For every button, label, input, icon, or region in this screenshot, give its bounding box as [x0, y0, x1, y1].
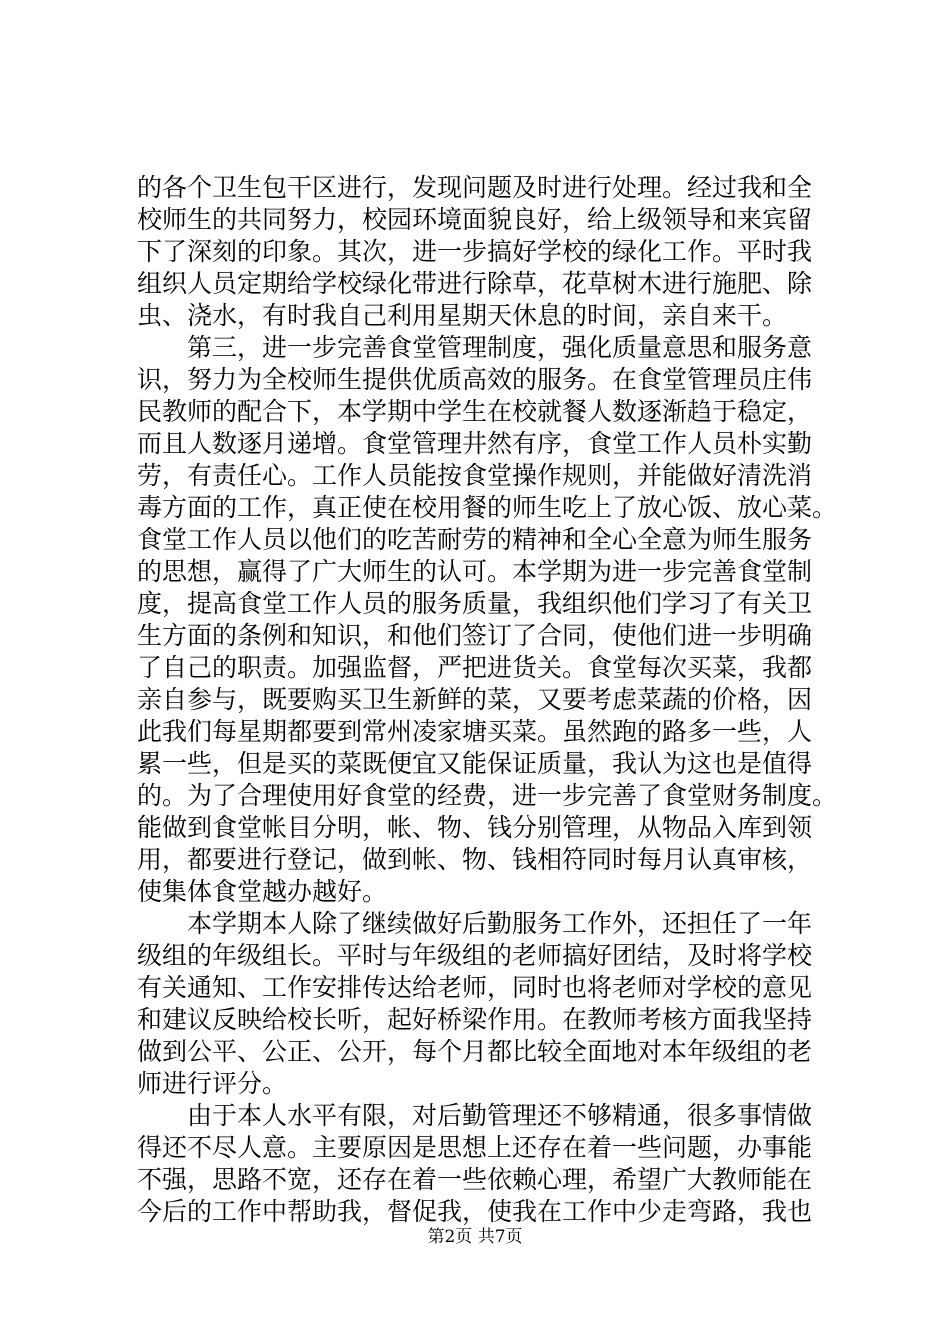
- text-line: 累一些，但是买的菜既便宜又能保证质量，我认为这也是值得: [137, 749, 813, 778]
- text-line: 今后的工作中帮助我，督促我，使我在工作中少走弯路，我也: [137, 1197, 813, 1226]
- text-line: 了自己的职责。加强监督，严把进货关。食堂每次买菜，我都: [137, 653, 813, 682]
- page-number-label: 第2页 共7页: [427, 1227, 523, 1247]
- text-line: 校师生的共同努力，校园环境面貌良好，给上级领导和来宾留: [137, 205, 813, 234]
- text-line: 此我们每星期都要到常州凌家塘买菜。虽然跑的路多一些，人: [137, 717, 813, 746]
- text-line: 能做到食堂帐目分明，帐、物、钱分别管理，从物品入库到领: [137, 813, 813, 842]
- text-line: 的思想，赢得了广大师生的认可。本学期为进一步完善食堂制: [137, 557, 813, 586]
- text-line: 级组的年级组长。平时与年级组的老师搞好团结，及时将学校: [137, 941, 813, 970]
- text-line: 有关通知、工作安排传达给老师，同时也将老师对学校的意见: [137, 973, 813, 1002]
- text-line: 民教师的配合下，本学期中学生在校就餐人数逐渐趋于稳定，: [137, 397, 813, 426]
- text-line: 度，提高食堂工作人员的服务质量，我组织他们学习了有关卫: [137, 589, 813, 618]
- text-line: 识，努力为全校师生提供优质高效的服务。在食堂管理员庄伟: [137, 365, 813, 394]
- text-line: 劳，有责任心。工作人员能按食堂操作规则，并能做好清洗消: [137, 461, 813, 490]
- text-line: 虫、浇水，有时我自己利用星期天休息的时间，亲自来干。: [137, 301, 788, 330]
- text-line: 做到公平、公正、公开，每个月都比较全面地对本年级组的老: [137, 1037, 813, 1066]
- text-line: 组织人员定期给学校绿化带进行除草，花草树木进行施肥、除: [137, 269, 813, 298]
- text-line: 用，都要进行登记，做到帐、物、钱相符同时每月认真审核，: [137, 845, 813, 874]
- text-line: 毒方面的工作，真正使在校用餐的师生吃上了放心饭、放心菜。: [137, 493, 838, 522]
- text-line: 食堂工作人员以他们的吃苦耐劳的精神和全心全意为师生服务: [137, 525, 813, 554]
- text-line: 不强，思路不宽，还存在着一些依赖心理，希望广大教师能在: [137, 1165, 813, 1194]
- text-line: 生方面的条例和知识，和他们签订了合同，使他们进一步明确: [137, 621, 813, 650]
- text-line: 得还不尽人意。主要原因是思想上还存在着一些问题，办事能: [137, 1133, 813, 1162]
- text-line: 第三，进一步完善食堂管理制度，强化质量意思和服务意: [137, 333, 813, 362]
- text-line: 的各个卫生包干区进行，发现问题及时进行处理。经过我和全: [137, 173, 813, 202]
- body-text: [137, 172, 838, 1228]
- text-line: 的。为了合理使用好食堂的经费，进一步完善了食堂财务制度。: [137, 781, 838, 810]
- text-line: 由于本人水平有限，对后勤管理还不够精通，很多事情做: [137, 1101, 813, 1130]
- text-line: 而且人数逐月递增。食堂管理井然有序，食堂工作人员朴实勤: [137, 429, 813, 458]
- text-line: 本学期本人除了继续做好后勤服务工作外，还担任了一年: [137, 909, 813, 938]
- page-footer: [0, 1225, 950, 1249]
- text-line: 师进行评分。: [137, 1069, 288, 1098]
- text-line: 亲自参与，既要购买卫生新鲜的菜，又要考虑菜蔬的价格，因: [137, 685, 813, 714]
- text-line: 下了深刻的印象。其次，进一步搞好学校的绿化工作。平时我: [137, 237, 813, 266]
- text-line: 和建议反映给校长听，起好桥梁作用。在教师考核方面我坚持: [137, 1005, 813, 1034]
- text-line: 使集体食堂越办越好。: [137, 877, 388, 906]
